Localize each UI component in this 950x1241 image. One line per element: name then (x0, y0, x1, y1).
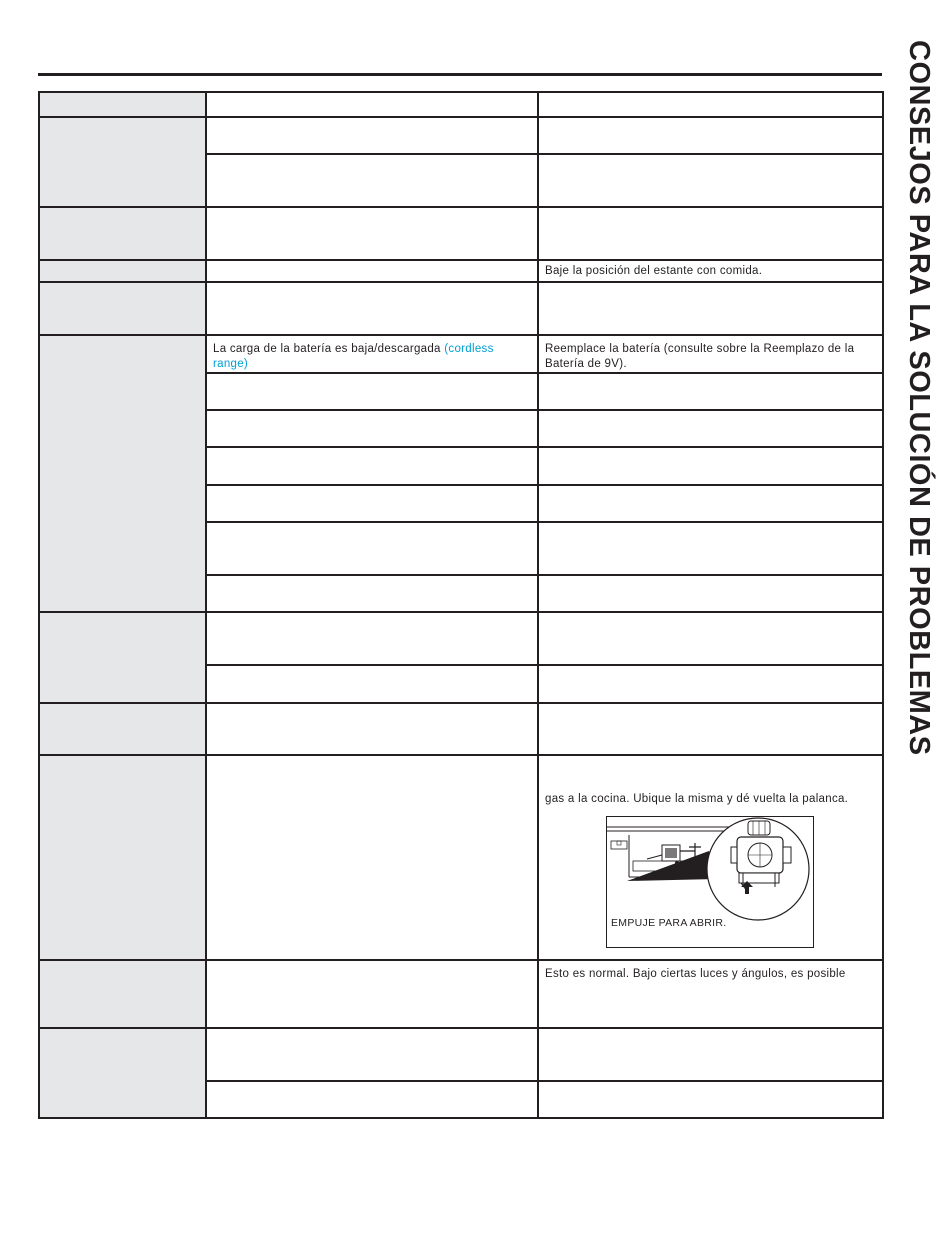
action-cell (538, 485, 883, 522)
problem-cell (39, 612, 206, 703)
action-cell: Baje la posición del estante con comida. (538, 260, 883, 282)
table-row (39, 335, 883, 373)
action-cell (538, 207, 883, 260)
top-rule (38, 73, 882, 76)
problem-cell (39, 1028, 206, 1118)
cause-cell (206, 1081, 538, 1118)
cause-cell (206, 522, 538, 575)
table-row (39, 117, 883, 154)
gas-valve-figure (606, 816, 814, 948)
table-header-row (39, 92, 883, 117)
table-row (39, 207, 883, 260)
header-cause-cell (206, 92, 538, 117)
table-row (39, 282, 883, 335)
table-row (39, 1028, 883, 1081)
cause-cell (206, 154, 538, 207)
cause-cell (206, 335, 538, 373)
problem-cell (39, 282, 206, 335)
cause-cell (206, 960, 538, 1028)
cause-cell (206, 755, 538, 960)
action-cell (538, 117, 883, 154)
figure-caption: EMPUJE PARA ABRIR. (611, 917, 727, 929)
problem-cell (39, 117, 206, 207)
action-cell (538, 612, 883, 665)
table-row (39, 260, 883, 282)
header-problem-cell (39, 92, 206, 117)
action-cell (538, 154, 883, 207)
cause-cell (206, 207, 538, 260)
table-row (39, 612, 883, 665)
action-cell: Reemplace la batería (consulte sobre la Reemplazo de la Batería de 9V). (538, 335, 883, 373)
cause-cell (206, 117, 538, 154)
action-cell (538, 410, 883, 447)
action-cell (538, 447, 883, 485)
action-cell: Esto es normal. Bajo ciertas luces y ángulos, es posible (538, 960, 883, 1028)
action-cell (538, 755, 883, 960)
action-cell (538, 522, 883, 575)
table-row (39, 960, 883, 1028)
cause-cell (206, 703, 538, 755)
cordless-range-link[interactable]: (cordless range) (213, 343, 494, 370)
table-row (39, 703, 883, 755)
cause-cell (206, 575, 538, 612)
problem-cell (39, 260, 206, 282)
cause-cell (206, 1028, 538, 1081)
problem-cell (39, 703, 206, 755)
action-cell (538, 665, 883, 703)
problem-cell (39, 960, 206, 1028)
battery-cause-text: La carga de la batería es baja/descargada (213, 343, 441, 355)
cause-cell (206, 260, 538, 282)
table-row (39, 755, 883, 960)
cause-cell (206, 612, 538, 665)
header-action-cell (538, 92, 883, 117)
action-cell (538, 1028, 883, 1081)
action-cell (538, 373, 883, 410)
cause-cell (206, 665, 538, 703)
action-cell (538, 703, 883, 755)
action-cell (538, 575, 883, 612)
cause-cell (206, 282, 538, 335)
cause-cell (206, 447, 538, 485)
action-cell (538, 1081, 883, 1118)
problem-cell (39, 335, 206, 612)
cause-cell (206, 485, 538, 522)
action-cell (538, 282, 883, 335)
problem-cell (39, 207, 206, 260)
gas-valve-instruction: gas a la cocina. Ubique la misma y dé vuelta la palanca. (545, 793, 849, 805)
section-title: CONSEJOS PARA LA SOLUCIÓN DE PROBLEMAS (903, 40, 935, 756)
cause-cell (206, 410, 538, 447)
troubleshooting-table (38, 91, 884, 1119)
problem-cell (39, 755, 206, 960)
cause-cell (206, 373, 538, 410)
